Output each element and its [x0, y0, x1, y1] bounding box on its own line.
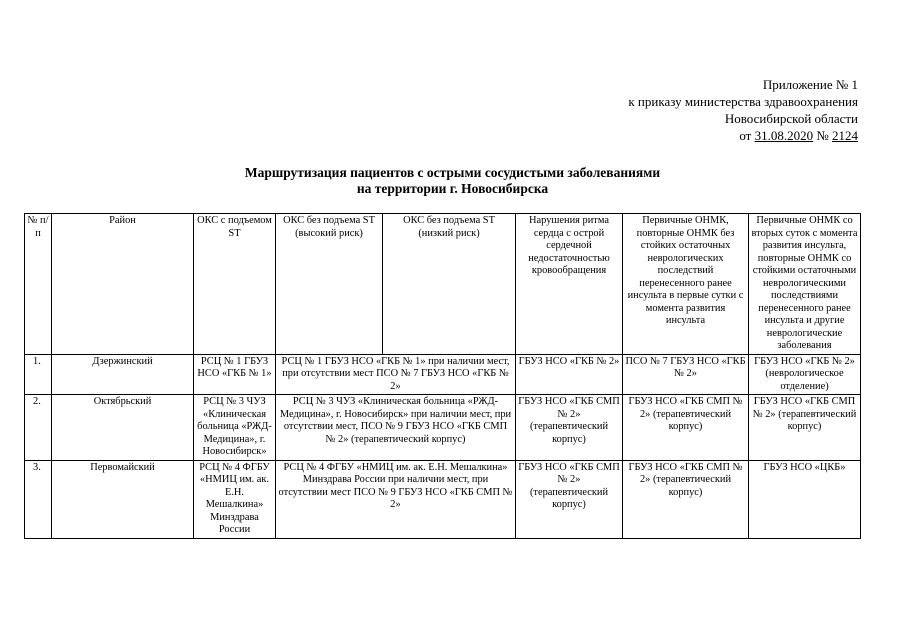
- row-number: 2.: [25, 395, 52, 461]
- col-rhythm-header: Нарушения ритма сердца с острой сердечной недостаточностью кровообращения: [516, 214, 623, 355]
- row-number: 1.: [25, 354, 52, 395]
- row-onmk-second: ГБУЗ НСО «ГКБ СМП № 2» (терапевтический корпус): [749, 395, 861, 461]
- col-onmk-second-header: Первичные ОНМК со вторых суток с момента развития инсульта, повторные ОНМК со стойкими остаточными неврологическими последствиями перенесенного ранее инсульта и другие неврологические заболевания: [749, 214, 861, 355]
- title-line-2: на территории г. Новосибирска: [356, 181, 549, 196]
- table-row: [25, 395, 861, 461]
- row-rhythm: ГБУЗ НСО «ГКБ СМП № 2» (терапевтический корпус): [516, 460, 623, 538]
- row-onmk-first: ГБУЗ НСО «ГКБ СМП № 2» (терапевтический корпус): [623, 395, 749, 461]
- row-number: 3.: [25, 460, 52, 538]
- col-oks-high-risk-header: ОКС без подъема ST (высокий риск): [276, 214, 383, 355]
- title-line-1: Маршрутизация пациентов с острыми сосудистыми заболеваниями: [244, 165, 661, 180]
- appendix-date-line: [628, 127, 858, 144]
- row-oks-st: РСЦ № 1 ГБУЗ НСО «ГКБ № 1»: [194, 354, 276, 395]
- appendix-prefix: Приложение №: [762, 77, 849, 92]
- appendix-header: [628, 76, 858, 144]
- col-onmk-first-header: Первичные ОНМК, повторные ОНМК без стойких остаточных неврологических последствий перенесенного ранее инсульта в первые сутки с момента развития инсульта: [623, 214, 749, 355]
- appendix-line-3: Новосибирской области: [724, 111, 858, 126]
- appendix-line-1: [628, 76, 858, 93]
- col-oks-st-header: ОКС с подъемом ST: [194, 214, 276, 355]
- col-number-header: № п/п: [25, 214, 52, 355]
- row-rhythm: ГБУЗ НСО «ГКБ СМП № 2» (терапевтический корпус): [516, 395, 623, 461]
- document-title: [0, 165, 905, 197]
- number-sign: №: [816, 128, 829, 143]
- order-number: 2124: [832, 128, 858, 143]
- row-district: Октябрьский: [52, 395, 194, 461]
- table-row: [25, 354, 861, 395]
- row-onmk-second: ГБУЗ НСО «ЦКБ»: [749, 460, 861, 538]
- row-oks-no-st: РСЦ № 3 ЧУЗ «Клиническая больница «РЖД-Медицина», г. Новосибирск» при наличии мест, при отсутствии мест, ПСО № 9 ГБУЗ НСО «ГКБ СМП № 2» (терапевтический корпус): [276, 395, 516, 461]
- appendix-number: 1: [851, 77, 858, 92]
- row-district: Дзержинский: [52, 354, 194, 395]
- row-district: Первомайский: [52, 460, 194, 538]
- row-oks-st: РСЦ № 3 ЧУЗ «Клиническая больница «РЖД-Медицина», г. Новосибирск»: [194, 395, 276, 461]
- col-district-header: Район: [52, 214, 194, 355]
- routing-table: [24, 213, 861, 539]
- table-header-row: [25, 214, 861, 355]
- table-row: [25, 460, 861, 538]
- row-oks-no-st: РСЦ № 1 ГБУЗ НСО «ГКБ № 1» при наличии мест, при отсутствии мест ПСО № 7 ГБУЗ НСО «ГКБ № 2»: [276, 354, 516, 395]
- appendix-line-2: к приказу министерства здравоохранения: [628, 94, 858, 109]
- row-oks-st: РСЦ № 4 ФГБУ «НМИЦ им. ак. Е.Н. Мешалкина» Минздрава России: [194, 460, 276, 538]
- row-oks-no-st: РСЦ № 4 ФГБУ «НМИЦ им. ак. Е.Н. Мешалкина» Минздрава России при наличии мест, при отсутствии мест ПСО № 9 ГБУЗ НСО «ГКБ СМП № 2»: [276, 460, 516, 538]
- date-prefix: от: [739, 128, 752, 143]
- row-onmk-first: ПСО № 7 ГБУЗ НСО «ГКБ № 2»: [623, 354, 749, 395]
- col-oks-low-risk-header: ОКС без подъема ST (низкий риск): [383, 214, 516, 355]
- row-rhythm: ГБУЗ НСО «ГКБ № 2»: [516, 354, 623, 395]
- order-date: 31.08.2020: [754, 128, 814, 143]
- row-onmk-first: ГБУЗ НСО «ГКБ СМП № 2» (терапевтический корпус): [623, 460, 749, 538]
- row-onmk-second: ГБУЗ НСО «ГКБ № 2» (неврологическое отделение): [749, 354, 861, 395]
